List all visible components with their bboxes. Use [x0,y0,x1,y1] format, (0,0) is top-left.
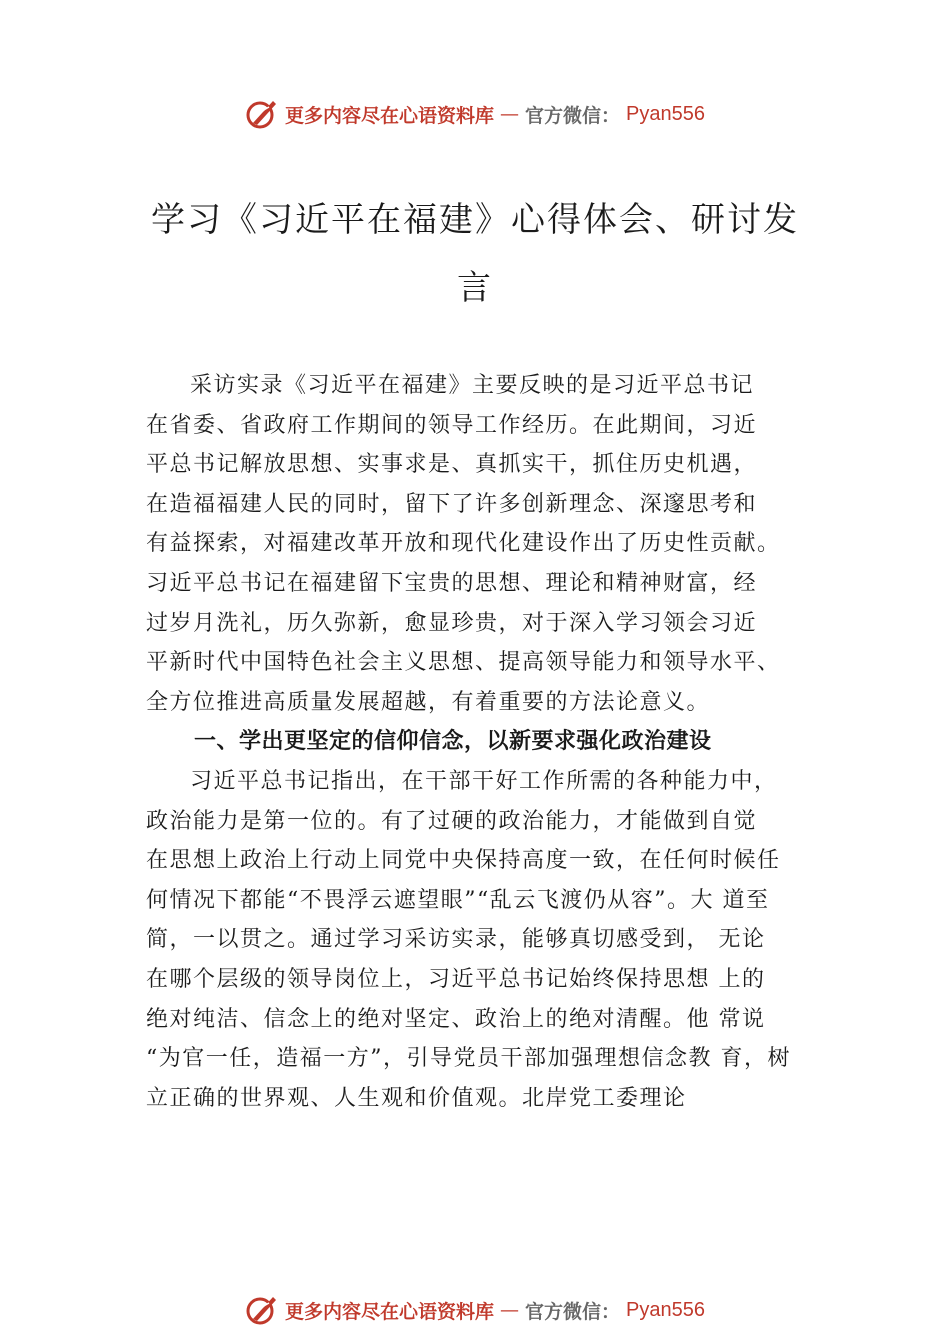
quill-logo-icon [245,1293,279,1327]
paragraph-line: 平新时代中国特色社会主义思想、提高领导能力和领导水平、 [146,650,781,676]
paragraph-line: 在造福福建人民的同时，留下了许多创新理念、深邃思考和 [146,491,758,517]
paragraph-line: 何情况下都能“不畏浮云遮望眼”“乱云飞渡仍从容”。大 道至 [146,887,770,913]
footer-watermark [0,1290,950,1330]
paragraph-line: 立正确的世界观、人生观和价值观。北岸党工委理论 [146,1085,687,1111]
paragraph-line: 绝对纯洁、信念上的绝对坚定、政治上的绝对清醒。他 常说 [146,1006,766,1032]
paragraph-line: 在省委、省政府工作期间的领导工作经历。在此期间，习近 [146,412,758,438]
paragraph-line: 有益探索，对福建改革开放和现代化建设作出了历史性贡献。 [146,531,781,557]
paragraph-line: 习近平总书记指出，在干部干好工作所需的各种能力中， [190,768,778,794]
paragraph-line: 政治能力是第一位的。有了过硬的政治能力，才能做到自觉 [146,808,758,834]
paragraph-line: 在哪个层级的领导岗位上，习近平总书记始终保持思想 上的 [146,966,766,992]
paragraph-line: 过岁月洗礼，历久弥新，愈显珍贵，对于深入学习领会习近 [146,610,758,636]
paragraph-line: 在思想上政治上行动上同党中央保持高度一致，在任何时候任 [146,848,781,874]
watermark-wechat-id: Pyan556 [626,102,705,125]
document-body [146,366,832,1118]
quill-logo-icon [245,97,279,131]
watermark-label: 官方微信： [525,104,621,127]
watermark-label: 官方微信： [525,1300,621,1323]
paragraph-line: 简，一以贯之。通过学习采访实录，能够真切感受到， 无论 [146,927,766,953]
paragraph-line: 采访实录《习近平在福建》主要反映的是习近平总书记 [190,373,755,398]
watermark-dash: — [500,103,520,125]
watermark-dash: — [500,1299,520,1321]
title-line-1: 学习《习近平在福建》心得体会、研讨发 [151,200,799,240]
watermark-wechat-id: Pyan556 [626,1298,705,1321]
paragraph-line: 全方位推进高质量发展超越，有着重要的方法论意义。 [146,689,711,715]
header-watermark [0,94,950,134]
paragraph-line: 习近平总书记在福建留下宝贵的思想、理论和精神财富，经 [146,570,758,596]
watermark-brand: 更多内容尽在心语资料库 [285,1300,495,1323]
paragraph-line: 平总书记解放思想、实事求是、真抓实干，抓住历史机遇， [146,452,758,478]
section-heading: 一、学出更坚定的信仰信念，以新要求强化政治建设 [194,729,712,755]
title-line-2: 言 [457,268,493,308]
page-title [0,186,950,322]
paragraph-line: “为官一任，造福一方”，引导党员干部加强理想信念教 育，树 [146,1046,791,1072]
watermark-brand: 更多内容尽在心语资料库 [285,104,495,127]
